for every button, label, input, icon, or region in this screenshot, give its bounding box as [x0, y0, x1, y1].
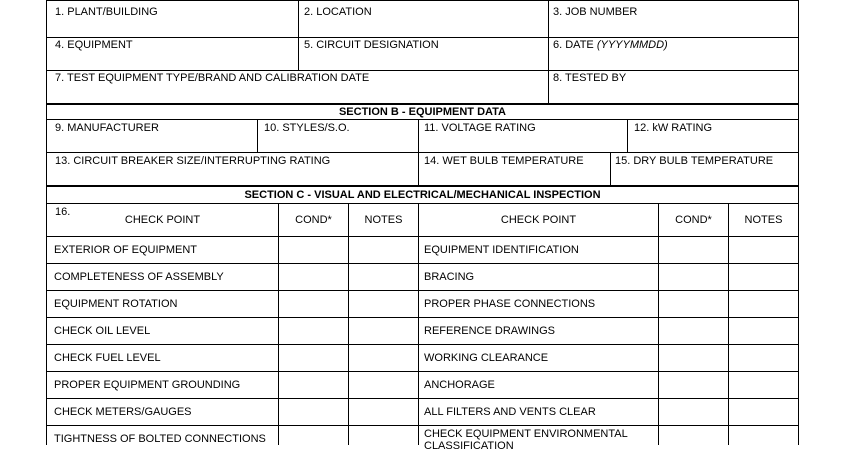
- check-point-item: ALL FILTERS AND VENTS CLEAR: [424, 406, 596, 418]
- cond-cell[interactable]: [659, 426, 728, 445]
- cond-cell[interactable]: [279, 291, 348, 317]
- manufacturer-label: 9. MANUFACTURER: [55, 122, 159, 134]
- notes-cell[interactable]: [349, 318, 418, 344]
- section-divider: [46, 185, 799, 187]
- wet-bulb-label: 14. WET BULB TEMPERATURE: [424, 155, 584, 167]
- check-point-header: CHECK POINT: [500, 214, 577, 226]
- column-line: [418, 204, 419, 445]
- notes-header: NOTES: [744, 214, 783, 226]
- divider: [46, 203, 799, 204]
- styles-so-label: 10. STYLES/S.O.: [264, 122, 350, 134]
- date-format-hint: (YYYYMMDD): [596, 39, 668, 51]
- cond-cell[interactable]: [279, 264, 348, 290]
- notes-cell[interactable]: [349, 399, 418, 425]
- check-point-item: EQUIPMENT IDENTIFICATION: [424, 244, 579, 256]
- check-point-item: CHECK METERS/GAUGES: [54, 406, 192, 418]
- cond-cell[interactable]: [279, 399, 348, 425]
- cond-cell[interactable]: [659, 237, 728, 263]
- cond-cell[interactable]: [279, 237, 348, 263]
- check-point-item: CHECK FUEL LEVEL: [54, 352, 161, 364]
- date-label: [553, 39, 668, 52]
- section-c-title: SECTION C - VISUAL AND ELECTRICAL/MECHANICAL INSPECTION: [244, 189, 601, 201]
- check-point-item: CHECK OIL LEVEL: [54, 325, 151, 337]
- cond-cell[interactable]: [659, 399, 728, 425]
- notes-cell[interactable]: [729, 237, 798, 263]
- test-equipment-label: 7. TEST EQUIPMENT TYPE/BRAND AND CALIBRATION DATE: [55, 72, 370, 84]
- check-point-item: EXTERIOR OF EQUIPMENT: [54, 244, 198, 256]
- cond-cell[interactable]: [659, 318, 728, 344]
- notes-cell[interactable]: [349, 291, 418, 317]
- section-divider: [46, 103, 799, 105]
- location-label: 2. LOCATION: [304, 6, 372, 18]
- check-point-item: ANCHORAGE: [424, 379, 495, 391]
- notes-cell[interactable]: [729, 399, 798, 425]
- notes-cell[interactable]: [729, 264, 798, 290]
- notes-cell[interactable]: [349, 426, 418, 445]
- notes-cell[interactable]: [349, 345, 418, 371]
- cond-cell[interactable]: [659, 372, 728, 398]
- notes-cell[interactable]: [349, 237, 418, 263]
- circuit-designation-label: 5. CIRCUIT DESIGNATION: [304, 39, 439, 51]
- notes-cell[interactable]: [729, 345, 798, 371]
- cond-cell[interactable]: [279, 372, 348, 398]
- cond-cell[interactable]: [659, 264, 728, 290]
- check-point-item: PROPER EQUIPMENT GROUNDING: [54, 379, 241, 391]
- check-point-item: WORKING CLEARANCE: [424, 352, 549, 364]
- cond-cell[interactable]: [279, 345, 348, 371]
- section-b-title: SECTION B - EQUIPMENT DATA: [338, 106, 507, 118]
- check-point-item: REFERENCE DRAWINGS: [424, 325, 555, 337]
- check-point-item: BRACING: [424, 271, 475, 283]
- cond-cell[interactable]: [279, 426, 348, 445]
- notes-cell[interactable]: [729, 318, 798, 344]
- notes-cell[interactable]: [349, 372, 418, 398]
- cond-header: COND*: [295, 214, 332, 226]
- kw-rating-label: 12. kW RATING: [634, 122, 713, 134]
- cond-cell[interactable]: [659, 291, 728, 317]
- voltage-rating-label: 11. VOLTAGE RATING: [424, 122, 536, 134]
- check-point-item: CHECK EQUIPMENT ENVIRONMENTAL CLASSIFICATION: [424, 428, 628, 452]
- notes-cell[interactable]: [729, 426, 798, 445]
- tested-by-label: 8. TESTED BY: [553, 72, 627, 84]
- notes-cell[interactable]: [349, 264, 418, 290]
- cond-header: COND*: [675, 214, 712, 226]
- notes-header: NOTES: [364, 214, 403, 226]
- date-label-text: 6. DATE: [553, 39, 597, 51]
- dry-bulb-label: 15. DRY BULB TEMPERATURE: [615, 155, 774, 167]
- check-point-header: CHECK POINT: [124, 214, 201, 226]
- notes-cell[interactable]: [729, 372, 798, 398]
- circuit-breaker-label: 13. CIRCUIT BREAKER SIZE/INTERRUPTING RATING: [55, 155, 331, 167]
- form-right-border: [798, 0, 799, 445]
- check-point-item: TIGHTNESS OF BOLTED CONNECTIONS: [54, 433, 266, 445]
- check-point-item: EQUIPMENT ROTATION: [54, 298, 178, 310]
- cond-cell[interactable]: [659, 345, 728, 371]
- notes-cell[interactable]: [729, 291, 798, 317]
- cond-cell[interactable]: [279, 318, 348, 344]
- check-point-item: COMPLETENESS OF ASSEMBLY: [54, 271, 224, 283]
- plant-building-label: 1. PLANT/BUILDING: [55, 6, 158, 18]
- check-point-item: PROPER PHASE CONNECTIONS: [424, 298, 596, 310]
- job-number-label: 3. JOB NUMBER: [553, 6, 638, 18]
- equipment-label: 4. EQUIPMENT: [55, 39, 133, 51]
- item-number-label: 16.: [55, 206, 71, 218]
